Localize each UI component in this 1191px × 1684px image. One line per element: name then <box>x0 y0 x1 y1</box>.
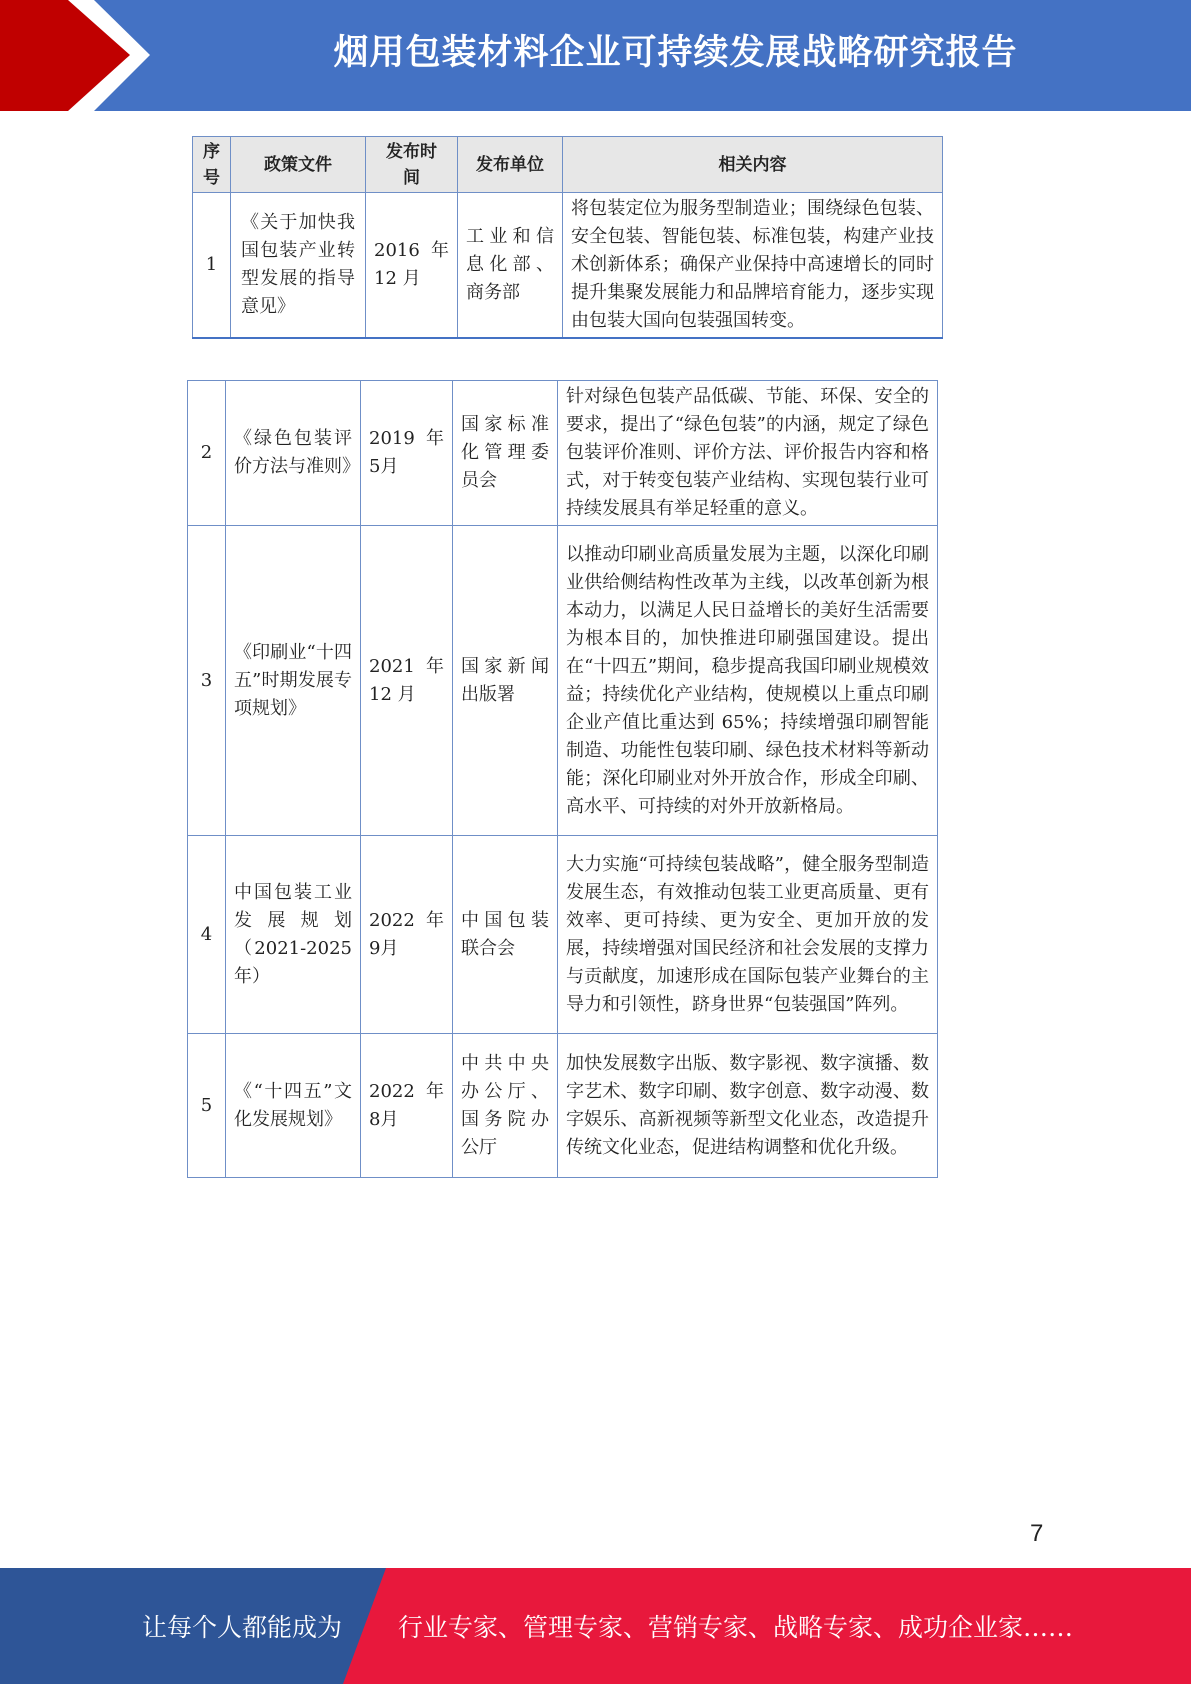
header-doc: 政策文件 <box>231 137 366 193</box>
row-content: 将包装定位为服务型制造业；围绕绿色包装、安全包装、智能包装、标准包装，构建产业技术创新体系；确保产业保持中高速增长的同时提升集聚发展能力和品牌培育能力，逐步实现由包装大国向包装强国转变。 <box>563 193 943 339</box>
row-content: 加快发展数字出版、数字影视、数字演播、数字艺术、数字印刷、数字创意、数字动漫、数字娱乐、高新视频等新型文化业态，改造提升传统文化业态，促进结构调整和优化升级。 <box>558 1034 938 1178</box>
row-doc: 《“十四五”文化发展规划》 <box>226 1034 361 1178</box>
row-org: 中共中央办公厅、国务院办公厅 <box>453 1034 558 1178</box>
table-row <box>188 526 938 836</box>
page-number: 7 <box>1030 1520 1044 1547</box>
row-no: 2 <box>188 381 226 526</box>
header-org: 发布单位 <box>458 137 563 193</box>
row-date: 2022年8月 <box>361 1034 453 1178</box>
table-row <box>188 381 938 526</box>
row-content: 大力实施“可持续包装战略”，健全服务型制造发展生态，有效推动包装工业更高质量、更有效率、更可持续、更为安全、更加开放的发展，持续增强对国民经济和社会发展的支撑力与贡献度，加速形成在国际包装产业舞台的主导力和引领性，跻身世界“包装强国”阵列。 <box>558 836 938 1034</box>
policy-table-part1 <box>192 136 943 339</box>
page-header <box>0 0 1191 111</box>
row-doc: 《绿色包装评价方法与准则》 <box>226 381 361 526</box>
row-no: 3 <box>188 526 226 836</box>
row-doc: 中国包装工业发展规划（2021-2025年） <box>226 836 361 1034</box>
table-row <box>188 1034 938 1178</box>
policy-table-part2 <box>187 380 938 1178</box>
row-doc: 《印刷业“十四五”时期发展专项规划》 <box>226 526 361 836</box>
row-content: 以推动印刷业高质量发展为主题，以深化印刷业供给侧结构性改革为主线，以改革创新为根本动力，以满足人民日益增长的美好生活需要为根本目的，加快推进印刷强国建设。提出在“十四五”期间，稳步提高我国印刷业规模效益；持续优化产业结构，使规模以上重点印刷企业产值比重达到 65%；持续增强印刷智能制造、功能性包装印刷、绿色技术材料等新动能；深化印刷业对外开放合作，形成全印刷、高水平、可持续的对外开放新格局。 <box>558 526 938 836</box>
page-footer <box>0 1568 1191 1684</box>
header-no: 序号 <box>193 137 231 193</box>
row-date: 2019年5月 <box>361 381 453 526</box>
header-chevron-red <box>0 0 140 111</box>
row-no: 1 <box>193 193 231 339</box>
row-date: 2016 年 12 月 <box>366 193 458 339</box>
row-date: 2022年9月 <box>361 836 453 1034</box>
row-doc: 《关于加快我国包装产业转型发展的指导意见》 <box>231 193 366 339</box>
header-content: 相关内容 <box>563 137 943 193</box>
table-row <box>188 836 938 1034</box>
row-org: 国家标准化管理委员会 <box>453 381 558 526</box>
row-no: 4 <box>188 836 226 1034</box>
header-date: 发布时间 <box>366 137 458 193</box>
row-date: 2021 年 12 月 <box>361 526 453 836</box>
row-org: 工业和信息化部、商务部 <box>458 193 563 339</box>
table-header-row <box>193 137 943 193</box>
table-row <box>193 193 943 339</box>
report-title: 烟用包装材料企业可持续发展战略研究报告 <box>333 33 1018 73</box>
footer-slogan-right: 行业专家、管理专家、营销专家、战略专家、成功企业家…… <box>398 1613 1074 1642</box>
row-org: 中国包装联合会 <box>453 836 558 1034</box>
row-no: 5 <box>188 1034 226 1178</box>
row-content: 针对绿色包装产品低碳、节能、环保、安全的要求，提出了“绿色包装”的内涵，规定了绿色包装评价准则、评价方法、评价报告内容和格式，对于转变包装产业结构、实现包装行业可持续发展具有举足轻重的意义。 <box>558 381 938 526</box>
footer-slogan-left: 让每个人都能成为 <box>142 1613 343 1642</box>
row-org: 国家新闻出版署 <box>453 526 558 836</box>
